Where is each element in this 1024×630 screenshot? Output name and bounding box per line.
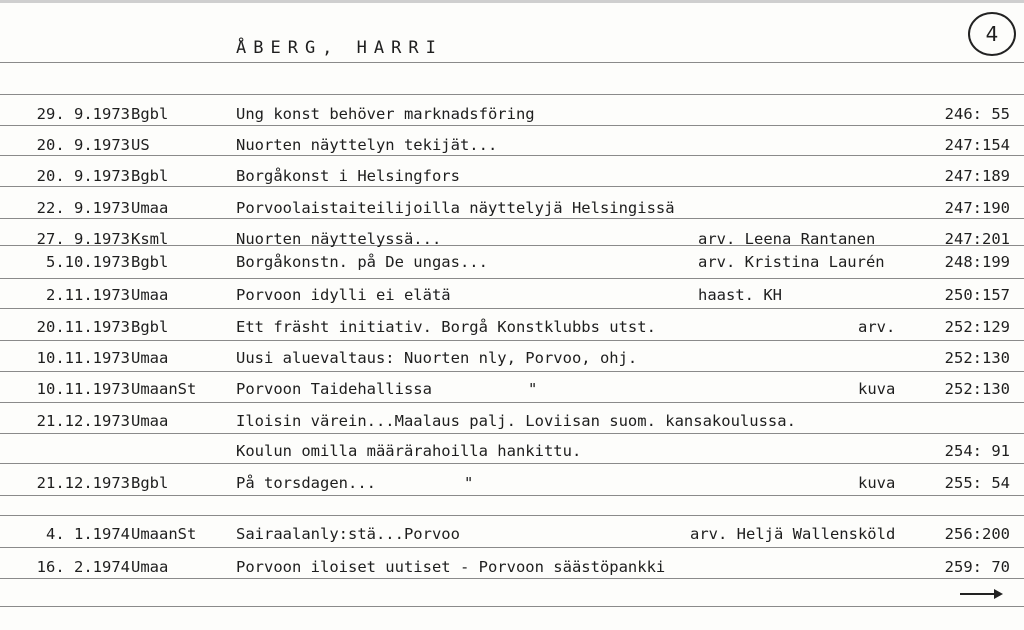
entry-title: Ung konst behöver marknadsföring — [236, 105, 535, 123]
entry-date: 20.11.1973 — [36, 318, 130, 336]
entry-note: kuva — [858, 474, 896, 492]
entry-ref: 248:199 — [944, 253, 1010, 271]
entry-title: Ett fräsht initiativ. Borgå Konstklubbs utst. — [236, 318, 656, 336]
entry-paper: Bgbl — [131, 253, 169, 271]
entry-date: 10.11.1973 — [36, 380, 130, 398]
entry-title: Uusi aluevaltaus: Nuorten nly, Porvoo, ohj. — [236, 349, 638, 367]
entry-paper: Bgbl — [131, 474, 169, 492]
entry-date: 16. 2.1974 — [36, 558, 130, 576]
entry-note: arv. Heljä Wallensköld — [690, 525, 896, 543]
entry-title: På torsdagen... — [236, 474, 376, 492]
entry-ref: 254: 91 — [944, 442, 1010, 460]
entry-title: Porvoolaistaiteilijoilla näyttelyjä Helsingissä — [236, 199, 675, 217]
entry-title: Koulun omilla määrärahoilla hankittu. — [236, 442, 582, 460]
entry-date: 27. 9.1973 — [36, 230, 130, 248]
entry-row — [0, 103, 1024, 125]
entry-title: Nuorten näyttelyn tekijät... — [236, 136, 498, 154]
rule — [0, 495, 1024, 496]
entry-row — [0, 134, 1024, 156]
entry-date: 21.12.1973 — [36, 474, 130, 492]
entry-row — [0, 251, 1024, 273]
entry-date: 10.11.1973 — [36, 349, 130, 367]
card-number: 4 — [985, 22, 999, 46]
entry-row — [0, 284, 1024, 306]
rule — [0, 340, 1024, 341]
ditto-mark: " — [528, 380, 538, 398]
rule — [0, 463, 1024, 464]
entry-row — [0, 556, 1024, 578]
entry-note: arv. — [858, 318, 896, 336]
entry-note: haast. KH — [698, 286, 782, 304]
entry-row — [0, 228, 1024, 250]
rule — [0, 547, 1024, 548]
entry-date: 2.11.1973 — [46, 286, 130, 304]
entry-row — [0, 165, 1024, 187]
entry-ref: 259: 70 — [944, 558, 1010, 576]
rule — [0, 402, 1024, 403]
entry-ref: 256:200 — [944, 525, 1010, 543]
entry-row — [0, 316, 1024, 338]
entry-paper: UmaanSt — [131, 525, 197, 543]
entry-ref: 247:154 — [944, 136, 1010, 154]
arrow-right-icon — [958, 584, 1004, 604]
entry-date: 20. 9.1973 — [36, 136, 130, 154]
entry-title: Sairaalanly:stä...Porvoo — [236, 525, 460, 543]
entry-paper: Umaa — [131, 199, 169, 217]
rule — [0, 433, 1024, 434]
entry-title: Borgåkonstn. på De ungas... — [236, 253, 488, 271]
entry-date: 21.12.1973 — [36, 412, 130, 430]
entry-ref: 247:189 — [944, 167, 1010, 185]
entry-ref: 252:130 — [944, 349, 1010, 367]
entry-row — [0, 472, 1024, 494]
entry-title: Iloisin värein...Maalaus palj. Loviisan suom. kansakoulussa. — [236, 412, 796, 430]
entry-paper: Umaa — [131, 349, 169, 367]
entry-title: Porvoon iloiset uutiset - Porvoon säästöpankki — [236, 558, 666, 576]
entry-note: arv. Leena Rantanen — [698, 230, 876, 248]
entry-ref: 250:157 — [944, 286, 1010, 304]
entry-date: 4. 1.1974 — [46, 525, 130, 543]
ditto-mark: " — [464, 474, 474, 492]
entry-paper: Bgbl — [131, 105, 169, 123]
entry-ref: 247:190 — [944, 199, 1010, 217]
entry-ref: 252:130 — [944, 380, 1010, 398]
rule — [0, 125, 1024, 126]
entry-paper: Umaa — [131, 558, 169, 576]
rule — [0, 606, 1024, 607]
entry-title: Nuorten näyttelyssä... — [236, 230, 442, 248]
rule — [0, 371, 1024, 372]
rule — [0, 578, 1024, 579]
entry-row — [0, 410, 1024, 432]
entry-title: Borgåkonst i Helsingfors — [236, 167, 460, 185]
rule — [0, 308, 1024, 309]
entry-paper: Umaa — [131, 286, 169, 304]
entry-date: 29. 9.1973 — [36, 105, 130, 123]
entry-row — [0, 347, 1024, 369]
entry-paper: Ksml — [131, 230, 169, 248]
entry-paper: Umaa — [131, 412, 169, 430]
person-name: ÅBERG, HARRI — [236, 38, 443, 58]
entry-note: arv. Kristina Laurén — [698, 253, 885, 271]
header-rule — [0, 62, 1024, 63]
entry-note: kuva — [858, 380, 896, 398]
entry-paper: Bgbl — [131, 167, 169, 185]
entry-title: Porvoon Taidehallissa — [236, 380, 432, 398]
entry-paper: Bgbl — [131, 318, 169, 336]
rule — [0, 94, 1024, 95]
entry-ref: 247:201 — [944, 230, 1010, 248]
card-number-circle — [968, 12, 1016, 56]
entry-row — [0, 197, 1024, 219]
card-top-edge — [0, 0, 1024, 3]
entry-ref: 246: 55 — [944, 105, 1010, 123]
entry-paper: US — [131, 136, 150, 154]
entry-row — [0, 378, 1024, 400]
entry-title: Porvoon idylli ei elätä — [236, 286, 451, 304]
entry-date: 5.10.1973 — [46, 253, 130, 271]
entry-date: 20. 9.1973 — [36, 167, 130, 185]
entry-ref: 255: 54 — [944, 474, 1010, 492]
entry-row — [0, 523, 1024, 545]
rule — [0, 515, 1024, 516]
entry-date: 22. 9.1973 — [36, 199, 130, 217]
entry-row — [0, 440, 1024, 462]
entry-paper: UmaanSt — [131, 380, 197, 398]
entry-ref: 252:129 — [944, 318, 1010, 336]
rule — [0, 278, 1024, 279]
